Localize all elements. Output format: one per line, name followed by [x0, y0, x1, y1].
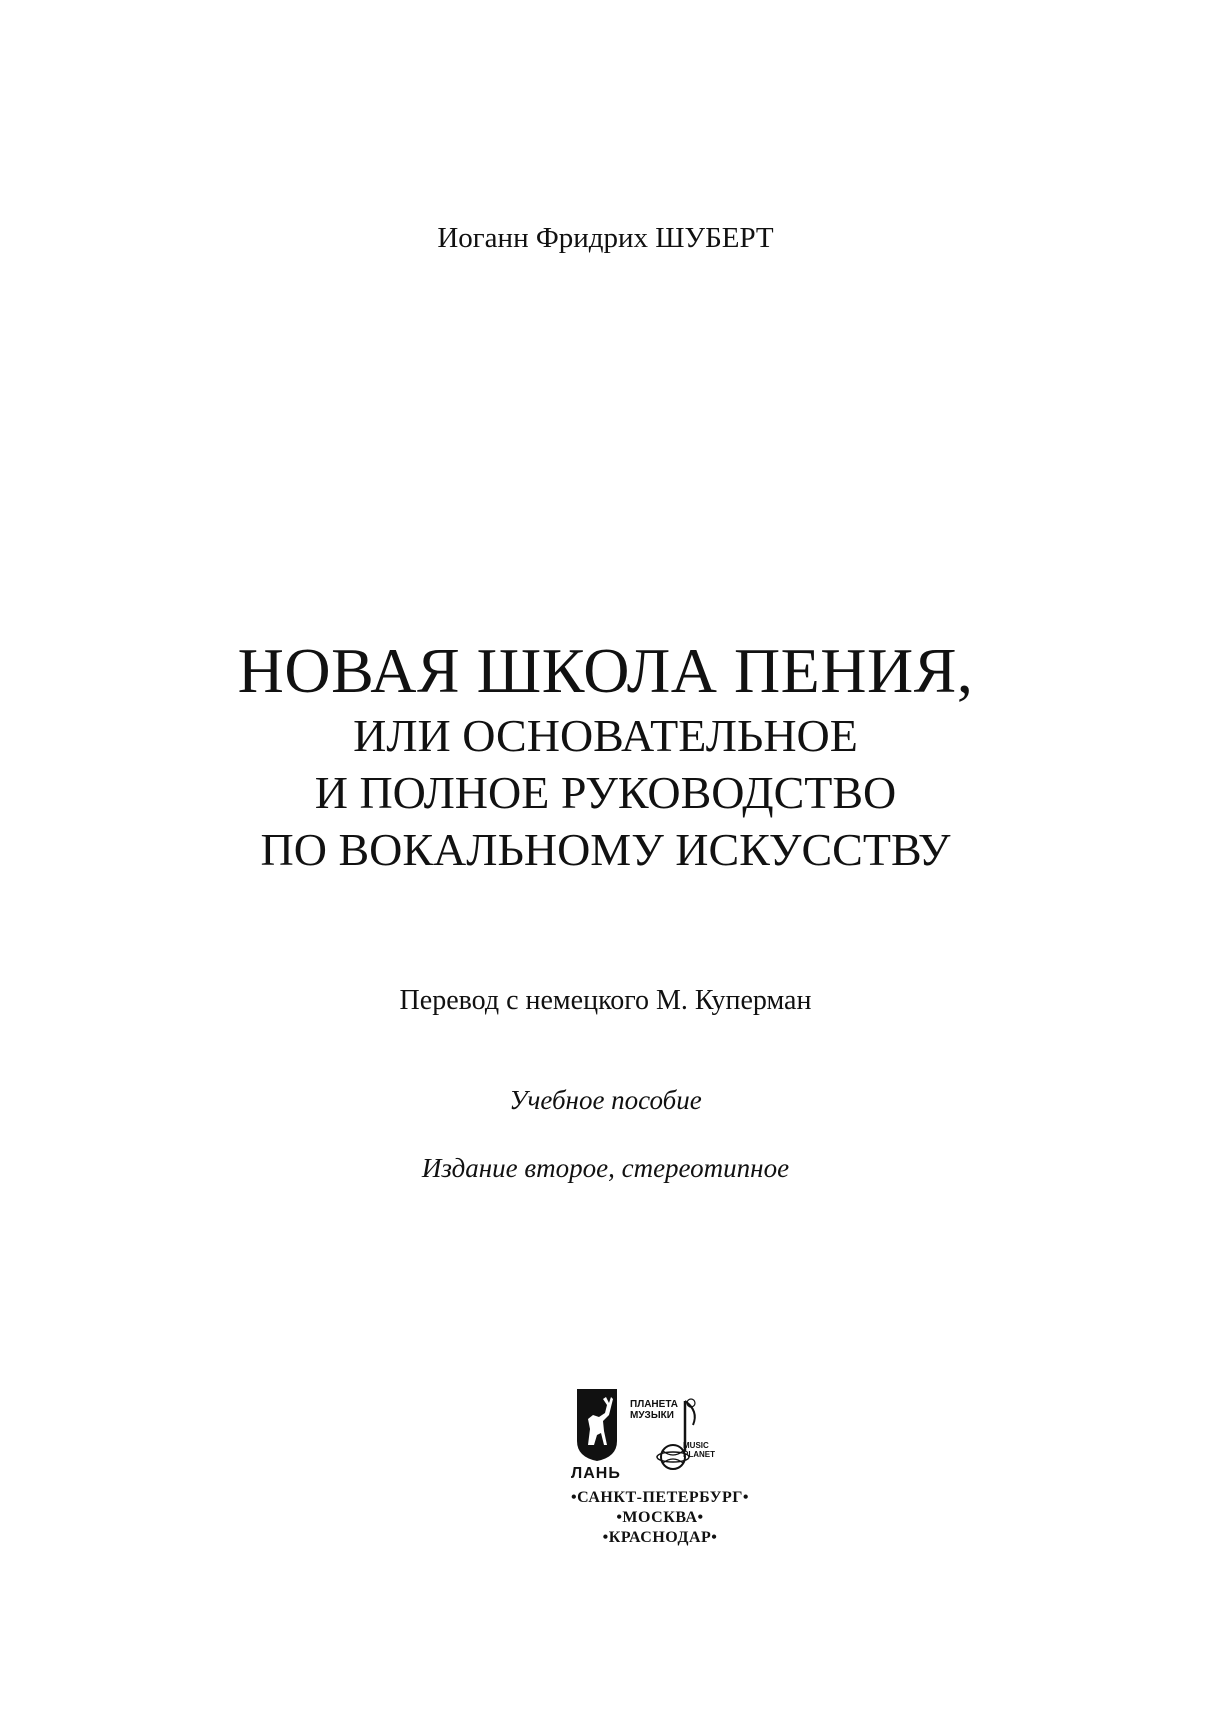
publisher-city: •МОСКВА• — [616, 1509, 704, 1526]
book-title-main: НОВАЯ ШКОЛА ПЕНИЯ, — [237, 635, 974, 706]
translator-credit: Перевод с немецкого М. Куперман — [399, 985, 812, 1016]
planet-label-line: МУЗЫКИ — [630, 1410, 674, 1421]
publisher-logo — [555, 1385, 765, 1570]
book-title-subline: ИЛИ ОСНОВАТЕЛЬНОЕ — [353, 710, 858, 761]
music-planet-line: MUSIC — [683, 1441, 709, 1450]
planet-label — [630, 1399, 679, 1421]
music-planet-line: PLANET — [683, 1450, 715, 1459]
book-title-subline: ПО ВОКАЛЬНОМУ ИСКУССТВУ — [260, 824, 951, 875]
edition-type: Учебное пособие — [509, 1085, 702, 1115]
music-planet-label — [683, 1441, 723, 1459]
edition-note: Издание второе, стереотипное — [421, 1153, 790, 1183]
planet-label-line: ПЛАНЕТА — [630, 1399, 679, 1410]
lan-label: ЛАНЬ — [571, 1465, 621, 1482]
publisher-city: •КРАСНОДАР• — [602, 1529, 718, 1546]
author-name: Иоганн Фридрих ШУБЕРТ — [437, 222, 774, 254]
deer-icon — [575, 1385, 619, 1463]
publisher-city: •САНКТ-ПЕТЕРБУРГ• — [570, 1489, 749, 1506]
book-title-subline: И ПОЛНОЕ РУКОВОДСТВО — [314, 767, 897, 818]
